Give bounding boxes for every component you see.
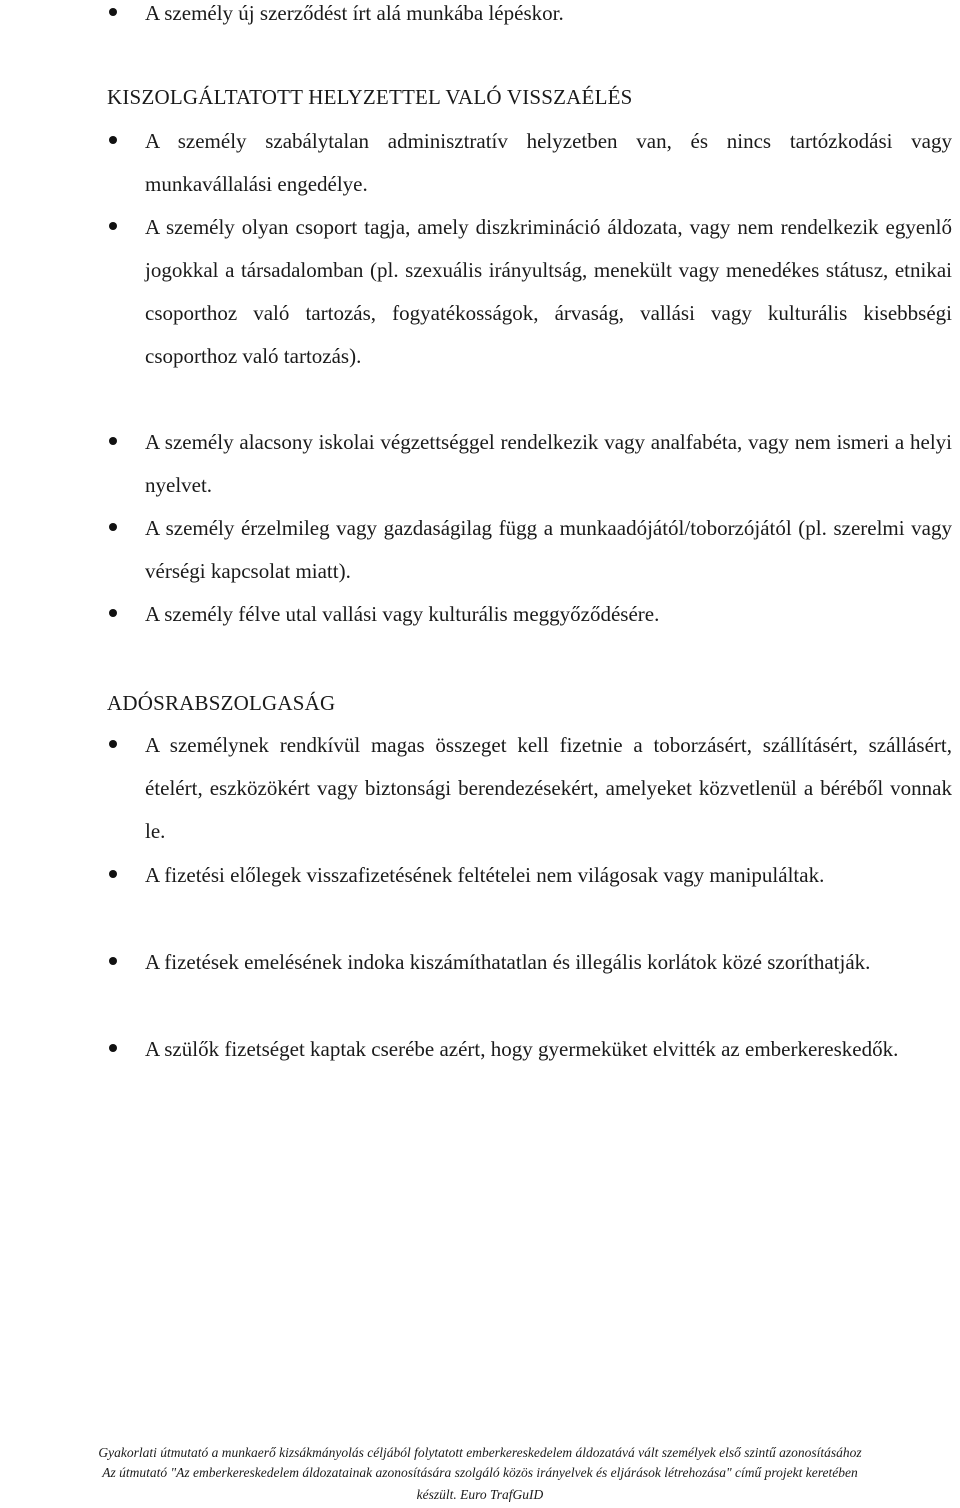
list-item bbox=[107, 421, 952, 507]
bullet-icon bbox=[109, 437, 117, 445]
list-item-text: A személy félve utal vallási vagy kulturális meggyőződésére. bbox=[145, 602, 660, 626]
list-item bbox=[107, 120, 952, 206]
page-footer-line: Az útmutató "Az emberkereskedelem áldozatainak azonosítására szolgáló közös irányelvek és eljárások létrehozása" című projekt keretében bbox=[102, 1465, 858, 1480]
list-item bbox=[107, 854, 952, 897]
list-item bbox=[107, 1028, 952, 1071]
bullet-icon bbox=[109, 740, 117, 748]
page-footer-line: készült. Euro TrafGuID bbox=[416, 1487, 544, 1502]
section-heading: KISZOLGÁLTATOTT HELYZETTEL VALÓ VISSZAÉLÉS bbox=[107, 85, 633, 109]
list-item bbox=[107, 593, 952, 636]
list-item-text: A személy új szerződést írt alá munkába lépéskor. bbox=[145, 1, 564, 25]
bullet-icon bbox=[109, 8, 117, 16]
list-item-text: A fizetési előlegek visszafizetésének feltételei nem világosak vagy manipuláltak. bbox=[145, 863, 825, 887]
bullet-icon bbox=[109, 609, 117, 617]
bullet-icon bbox=[109, 1044, 117, 1052]
bullet-icon bbox=[109, 523, 117, 531]
list-item bbox=[107, 206, 952, 378]
page-footer-line: Gyakorlati útmutató a munkaerő kizsákmányolás céljából folytatott emberkereskedelem áldozatává vált személyek első szintű azonosításához bbox=[98, 1445, 862, 1460]
list-item-text: A szülők fizetséget kaptak cserébe azért, hogy gyermeküket elvitték az emberkereskedők. bbox=[145, 1037, 899, 1061]
bullet-icon bbox=[109, 222, 117, 230]
list-item-text: A személy érzelmileg vagy gazdaságilag függ a munkaadójától/toborzójától (pl. szerelmi vagy vérségi kapcsolat miatt). bbox=[145, 516, 952, 583]
bullet-icon bbox=[109, 870, 117, 878]
list-item-text: A személy szabálytalan adminisztratív helyzetben van, és nincs tartózkodási vagy munkavállalási engedélye. bbox=[145, 129, 952, 196]
bullet-icon bbox=[109, 136, 117, 144]
list-item-text: A személynek rendkívül magas összeget kell fizetnie a toborzásért, szállításért, szállásért, ételért, eszközökért vagy biztonsági berendezésekért, amelyeket közvetlenül a béréből vonnak le. bbox=[145, 733, 952, 843]
list-item bbox=[107, 0, 952, 35]
list-item bbox=[107, 507, 952, 593]
list-item bbox=[107, 724, 952, 853]
list-item-text: A fizetések emelésének indoka kiszámíthatatlan és illegális korlátok közé szoríthatják. bbox=[145, 950, 871, 974]
list-item-text: A személy alacsony iskolai végzettséggel rendelkezik vagy analfabéta, vagy nem ismeri a helyi nyelvet. bbox=[145, 430, 952, 497]
list-item bbox=[107, 941, 952, 984]
list-item-text: A személy olyan csoport tagja, amely diszkrimináció áldozata, vagy nem rendelkezik egyenlő jogokkal a társadalomban (pl. szexuális irányultság, menekült vagy menedékes státusz, etnikai csoporthoz való tartozás, fogyatékosságok, árvaság, vallási vagy kulturális kisebbségi csoporthoz való tartozás). bbox=[145, 215, 952, 368]
bullet-icon bbox=[109, 957, 117, 965]
section-heading: ADÓSRABSZOLGASÁG bbox=[107, 691, 336, 715]
